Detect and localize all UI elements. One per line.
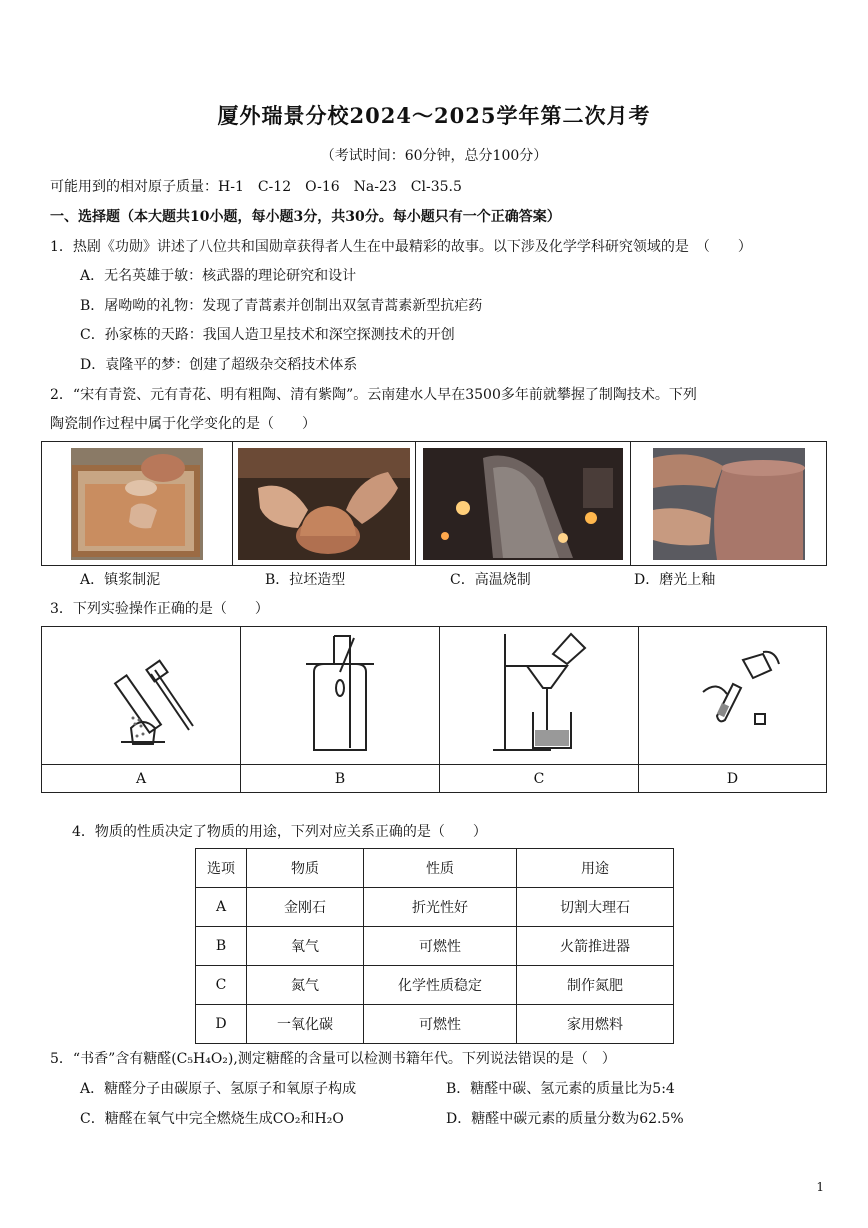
q3-label-d: D (639, 765, 827, 793)
q4-cell: 家用燃料 (517, 1005, 674, 1044)
q2-caption-a: A．镇浆制泥 (80, 572, 161, 588)
q1-stem: 1．热剧《功勋》讲述了八位共和国勋章获得者人生在中最精彩的故事。以下涉及化学学科研究领域的是 （ ） (50, 239, 752, 255)
kiln-firing-photo (423, 448, 623, 560)
q3-label-a: A (42, 765, 241, 793)
q4-cell: C (196, 966, 247, 1005)
q4-cell: D (196, 1005, 247, 1044)
q4-cell: 金刚石 (247, 888, 364, 927)
q3-diagram-b (241, 627, 440, 765)
q2-photo-b (233, 442, 416, 566)
q5-option-c: C．糖醛在氧气中完全燃烧生成CO₂和H₂O (80, 1111, 344, 1127)
q2-photo-c (416, 442, 631, 566)
q5-stem: 5．“书香”含有糖醛(C₅H₄O₂),测定糖醛的含量可以检测书籍年代。下列说法错误的是（ ） (50, 1051, 616, 1067)
q4-stem: 4．物质的性质决定了物质的用途，下列对应关系正确的是（ ） (72, 824, 487, 840)
q5-option-d: D．糖醛中碳元素的质量分数为62.5% (446, 1111, 684, 1127)
table-row (196, 888, 674, 927)
q4-table (195, 848, 674, 1044)
q2-photo-d (631, 442, 827, 566)
q4-table-header (196, 849, 674, 888)
page-number: 1 (816, 1180, 824, 1194)
q4-cell: 可燃性 (364, 1005, 517, 1044)
q2-caption-d: D．磨光上釉 (634, 572, 716, 588)
q4-cell: 折光性好 (364, 888, 517, 927)
gas-bottle-diagram (300, 632, 380, 756)
q4-header-option: 选项 (196, 849, 247, 888)
q1-option-d: D．袁隆平的梦：创建了超级杂交稻技术体系 (80, 357, 358, 373)
q1-option-c: C．孙家栋的天路：我国人造卫星技术和深空探测技术的开创 (80, 327, 455, 343)
q4-header-property: 性质 (364, 849, 517, 888)
pottery-throwing-photo (238, 448, 410, 560)
pouring-liquid-diagram (683, 644, 783, 744)
clay-slurry-photo (71, 448, 203, 560)
q3-diagram-c (440, 627, 639, 765)
table-row (196, 1005, 674, 1044)
table-row (196, 927, 674, 966)
q5-option-a: A．糖醛分子由碳原子、氢原子和氧原子构成 (80, 1081, 357, 1097)
exam-subtitle: （考试时间：60分钟，总分100分） (320, 148, 548, 164)
q1-option-a: A．无名英雄于敏：核武器的理论研究和设计 (80, 268, 357, 284)
q4-cell: 一氧化碳 (247, 1005, 364, 1044)
q3-diagram-d (639, 627, 827, 765)
q3-diagram-table (41, 626, 827, 793)
q4-cell: B (196, 927, 247, 966)
q4-header-substance: 物质 (247, 849, 364, 888)
q4-cell: 氧气 (247, 927, 364, 966)
q4-cell: 可燃性 (364, 927, 517, 966)
q1-option-b: B．屠呦呦的礼物：发现了青蒿素并创制出双氢青蒿素新型抗疟药 (80, 298, 483, 314)
q2-photo-a (42, 442, 233, 566)
q2-caption-b: B．拉坯造型 (265, 572, 346, 588)
q2-image-table (41, 441, 827, 566)
q4-cell: 火箭推进器 (517, 927, 674, 966)
table-row (196, 966, 674, 1005)
section1-heading: 一、选择题（本大题共10小题，每小题3分，共30分。每小题只有一个正确答案） (50, 209, 561, 225)
heating-test-tube-diagram (81, 634, 201, 754)
q4-cell: A (196, 888, 247, 927)
q4-cell: 切割大理石 (517, 888, 674, 927)
q2-caption-c: C．高温烧制 (450, 572, 531, 588)
q3-label-b: B (241, 765, 440, 793)
q4-cell: 氮气 (247, 966, 364, 1005)
q4-header-use: 用途 (517, 849, 674, 888)
q2-stem-line2: 陶瓷制作过程中属于化学变化的是（ ） (50, 416, 316, 432)
q3-stem: 3．下列实验操作正确的是（ ） (50, 601, 269, 617)
q5-option-b: B．糖醛中碳、氢元素的质量比为5:4 (446, 1081, 675, 1097)
q2-stem-line1: 2．“宋有青瓷、元有青花、明有粗陶、清有紫陶”。云南建水人早在3500多年前就攀握了制陶技术。下列 (50, 387, 697, 403)
polishing-glazing-photo (653, 448, 805, 560)
q3-label-c: C (440, 765, 639, 793)
q4-cell: 制作氮肥 (517, 966, 674, 1005)
atomic-mass-line: 可能用到的相对原子质量：H-1 C-12 O-16 Na-23 Cl-35.5 (50, 179, 462, 195)
q4-cell: 化学性质稳定 (364, 966, 517, 1005)
filtration-diagram (491, 630, 587, 758)
exam-title: 厦外瑞景分校2024～2025学年第二次月考 (217, 103, 651, 128)
q3-diagram-a (42, 627, 241, 765)
